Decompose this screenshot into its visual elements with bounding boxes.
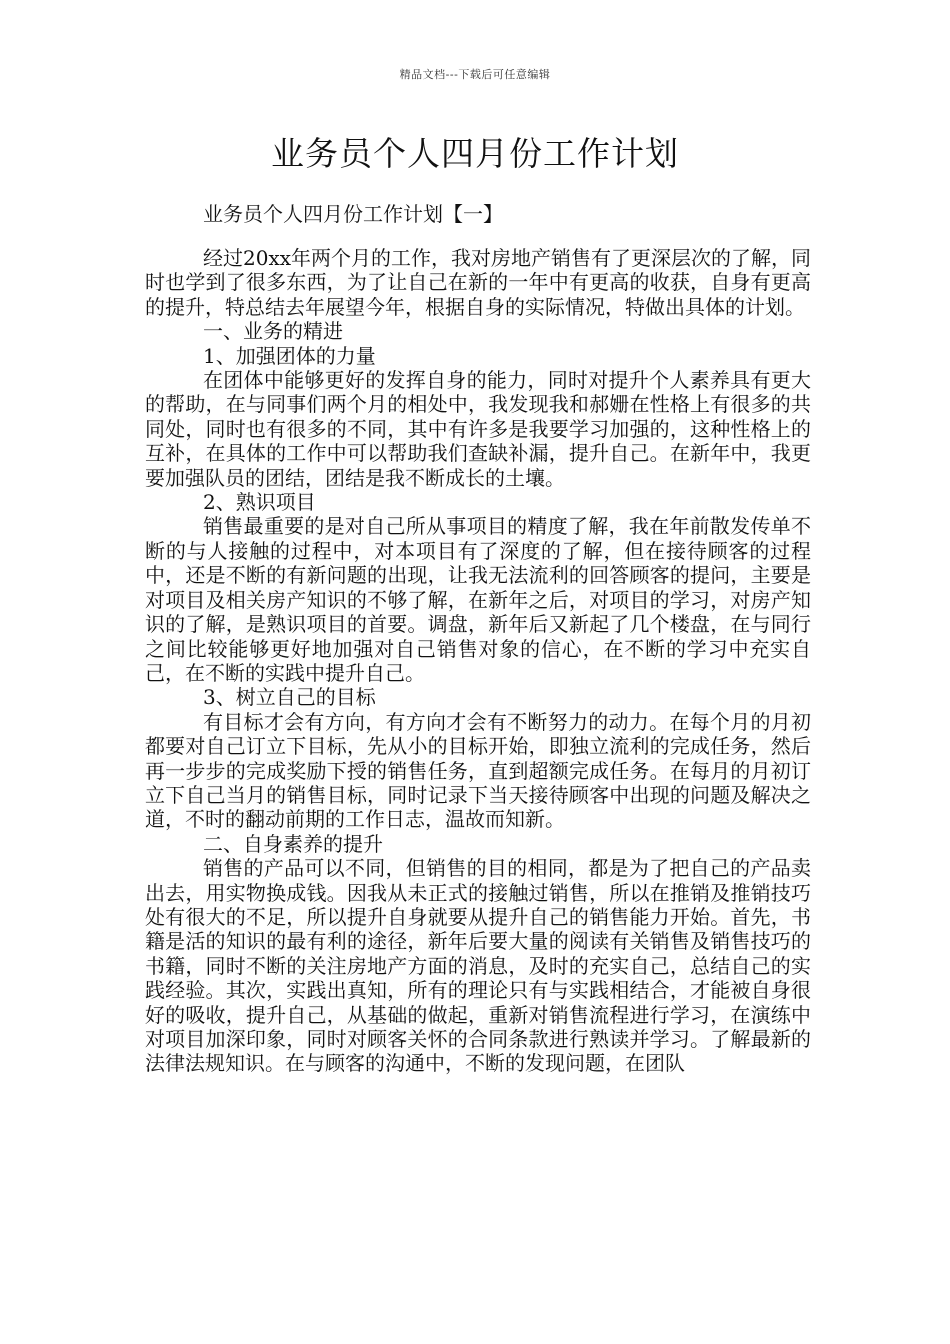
- subsection-heading: 3、树立自己的目标: [203, 685, 376, 710]
- paragraph: 销售最重要的是对自己所从事项目的精度了解，我在年前散发传单不断的与人接触的过程中，对本项目有了深度的了解，但在接待顾客的过程中，还是不断的有新问题的出现，让我无法流利的回答顾客的提问，主要是对项目及相关房产知识的不够了解，在新年之后，对项目的学习，对房产知识的了解，是熟识项目的首要。调盘，新年后又新起了几个楼盘，在与同行之间比较能够更好地加强对自己销售对象的信心，在不断的学习中充实自己，在不断的实践中提升自己。: [145, 514, 811, 685]
- section-heading: 二、自身素养的提升: [203, 831, 383, 856]
- paragraph: 经过20xx年两个月的工作，我对房地产销售有了更深层次的了解，同时也学到了很多东西，为了让自己在新的一年中有更高的收获，自身有更高的提升，特总结去年展望今年，根据自身的实际情况，特做出具体的计划。: [145, 246, 812, 319]
- header-note: 精品文档---下载后可任意编辑: [399, 68, 551, 81]
- subsection-heading: 2、熟识项目: [203, 490, 316, 515]
- section-heading: 一、业务的精进: [203, 319, 343, 344]
- section-subtitle: 业务员个人四月份工作计划【一】: [203, 202, 503, 226]
- document-title: 业务员个人四月份工作计划: [271, 134, 679, 173]
- subsection-heading: 1、加强团体的力量: [203, 343, 376, 368]
- paragraph: 销售的产品可以不同，但销售的目的相同，都是为了把自己的产品卖出去，用实物换成钱。因我从未正式的接触过销售，所以在推销及推销技巧处有很大的不足，所以提升自身就要从提升自己的销售能力开始。首先，书籍是活的知识的最有利的途径，新年后要大量的阅读有关销售及销售技巧的书籍，同时不断的关注房地产方面的消息，及时的充实自己，总结自己的实践经验。其次，实践出真知，所有的理论只有与实践相结合，才能被自身很好的吸收，提升自己，从基础的做起，重新对销售流程进行学习，在演练中对项目加深印象，同时对顾客关怀的合同条款进行熟读并学习。了解最新的法律法规知识。在与顾客的沟通中，不断的发现问题，在团队: [145, 856, 811, 1076]
- document-body: [145, 246, 811, 1076]
- paragraph: 在团体中能够更好的发挥自身的能力，同时对提升个人素养具有更大的帮助，在与同事们两个月的相处中，我发现我和郝姗在性格上有很多的共同处，同时也有很多的不同，其中有许多是我要学习加强的，这种性格上的互补，在具体的工作中可以帮助我们查缺补漏，提升自己。在新年中，我更要加强队员的团结，团结是我不断成长的土壤。: [145, 368, 811, 490]
- paragraph: 有目标才会有方向，有方向才会有不断努力的动力。在每个月的月初都要对自己订立下目标，先从小的目标开始，即独立流利的完成任务，然后再一步步的完成奖励下授的销售任务，直到超额完成任务。在每月的月初订立下自己当月的销售目标，同时记录下当天接待顾客中出现的问题及解决之道，不时的翻动前期的工作日志，温故而知新。: [145, 709, 811, 832]
